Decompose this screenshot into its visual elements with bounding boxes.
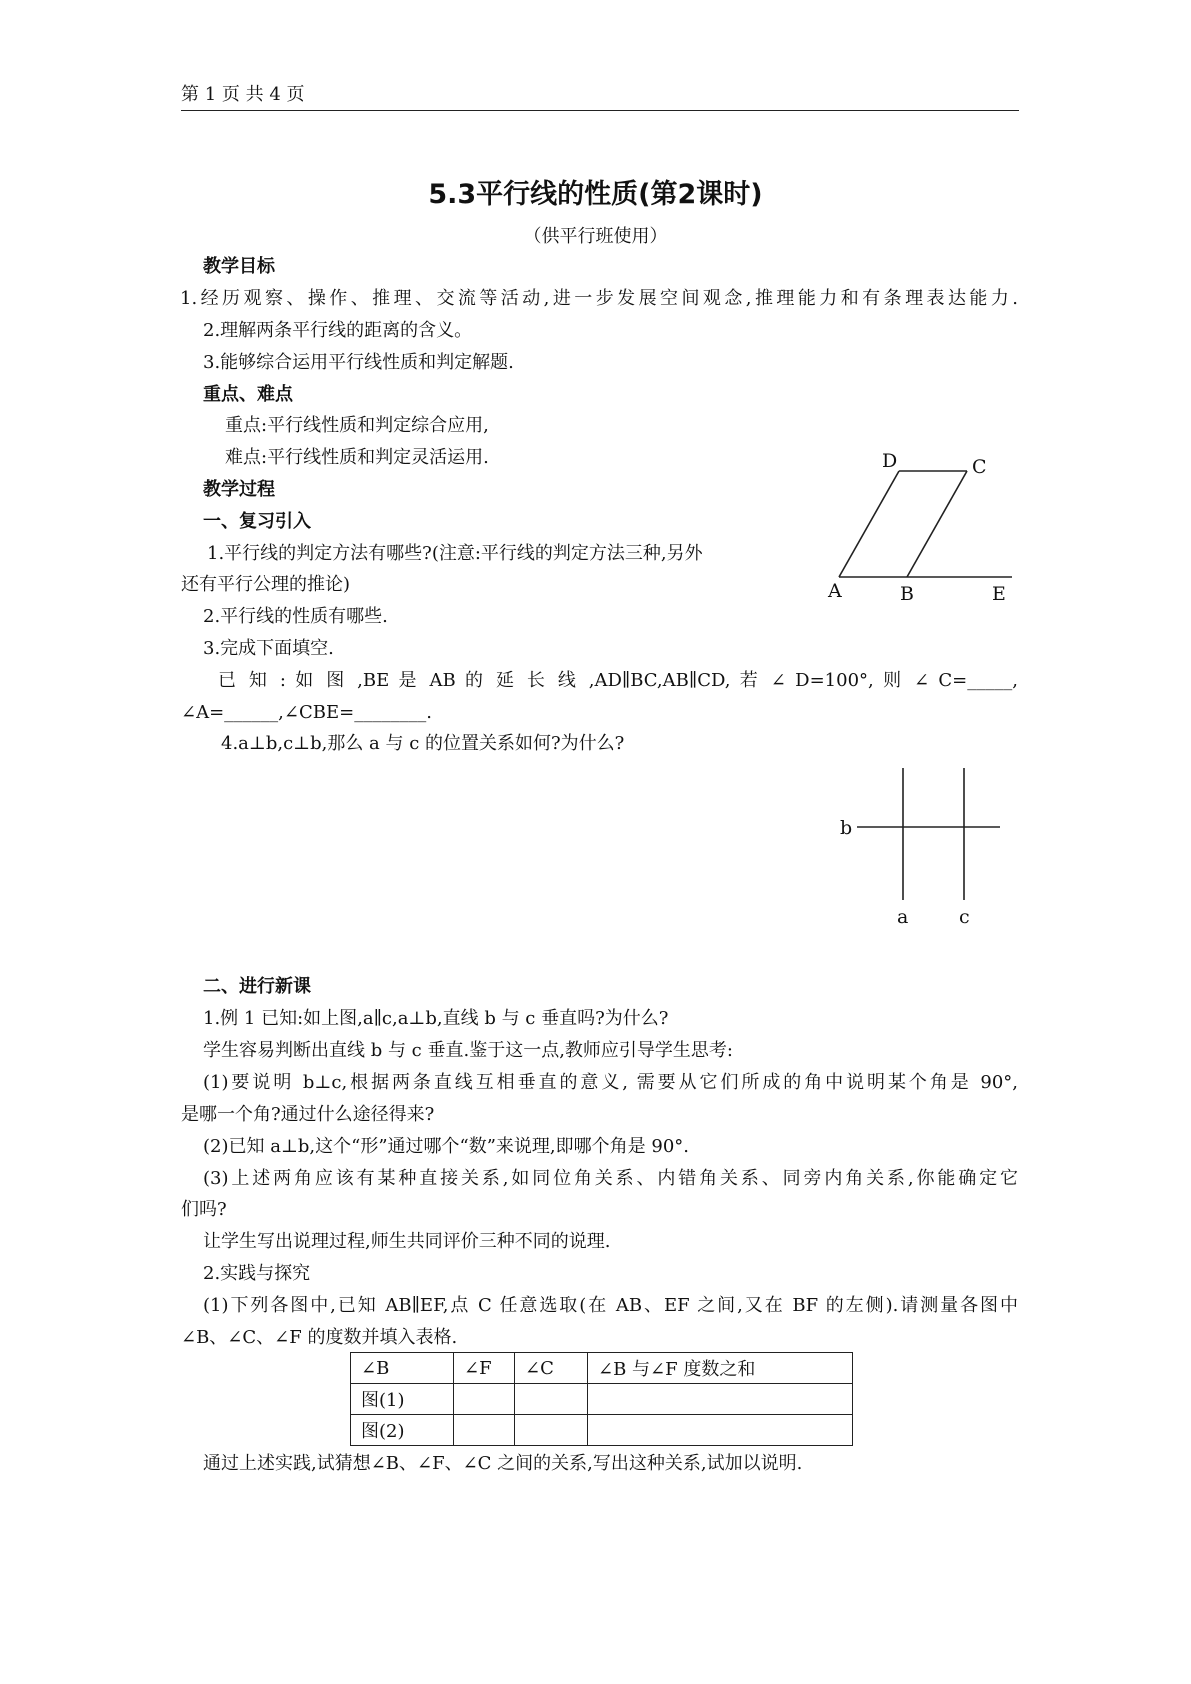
table-cell [515, 1384, 588, 1415]
table-cell [588, 1415, 853, 1446]
table-row [351, 1415, 853, 1446]
table-cell [588, 1384, 853, 1415]
guidance-point: (3)上述两角应该有某种直接关系,如同位角关系、内错角关系、同旁内角关系,你能确定它 [203, 1168, 1018, 1189]
page-subtitle: （供平行班使用） [523, 226, 668, 247]
review-heading: 一、复习引入 [203, 511, 311, 532]
table-header-cell: ∠B 与∠F 度数之和 [588, 1353, 853, 1384]
table-header-cell: ∠B [351, 1353, 454, 1384]
table-row [351, 1384, 853, 1415]
teacher-guidance: 学生容易判断出直线 b 与 c 垂直.鉴于这一点,教师应引导学生思考: [203, 1040, 733, 1061]
guidance-point: (2)已知 a⊥b,这个“形”通过哪个“数”来说理,即哪个角是 90°. [203, 1136, 689, 1157]
table-cell [515, 1415, 588, 1446]
review-question: 3.完成下面填空. [203, 638, 334, 659]
practice-heading: 2.实践与探究 [203, 1263, 311, 1284]
guidance-point: 让学生写出说理过程,师生共同评价三种不同的说理. [203, 1231, 611, 1252]
label-b: b [840, 817, 853, 839]
label-c: c [959, 906, 970, 928]
goal-item: 3.能够综合运用平行线性质和判定解题. [203, 352, 514, 373]
table-header-cell: ∠F [454, 1353, 515, 1384]
label-c: C [972, 456, 987, 478]
practice-statement: (1)下列各图中,已知 AB∥EF,点 C 任意选取(在 AB、EF 之间,又在 BF 的左侧).请测量各图中 [203, 1295, 1018, 1316]
goals-heading: 教学目标 [203, 256, 275, 277]
table-cell: 图(2) [351, 1415, 454, 1446]
header-divider [181, 110, 1019, 111]
review-question: 1.平行线的判定方法有哪些?(注意:平行线的判定方法三种,另外 [207, 543, 703, 564]
guidance-point-cont: 是哪一个角?通过什么途径得来? [181, 1104, 435, 1125]
table-header-row [351, 1353, 853, 1384]
key-points-heading: 重点、难点 [203, 384, 293, 405]
example-statement: 1.例 1 已知:如上图,a∥c,a⊥b,直线 b 与 c 垂直吗?为什么? [203, 1008, 669, 1029]
segment-cb [907, 471, 967, 577]
table-header-cell: ∠C [515, 1353, 588, 1384]
label-b: B [900, 583, 914, 605]
label-e: E [992, 583, 1006, 605]
table-cell [454, 1384, 515, 1415]
review-question-cont: 还有平行公理的推论) [181, 574, 351, 595]
perpendicular-lines-figure [830, 760, 1010, 930]
key-point: 重点:平行线性质和判定综合应用, [225, 415, 489, 436]
conclusion-statement: 通过上述实践,试猜想∠B、∠F、∠C 之间的关系,写出这种关系,试加以说明. [203, 1453, 803, 1474]
label-a: A [828, 580, 842, 602]
segment-da [839, 471, 899, 577]
guidance-point: (1)要说明 b⊥c,根据两条直线互相垂直的意义, 需要从它们所成的角中说明某个角是 90°, [203, 1072, 1018, 1093]
goal-item: 1.经历观察、操作、推理、交流等活动,进一步发展空间观念,推理能力和有条理表达能力. [180, 288, 1018, 309]
review-question: 2.平行线的性质有哪些. [203, 606, 388, 627]
goal-item: 2.理解两条平行线的距离的含义。 [203, 320, 473, 341]
label-a: a [897, 906, 909, 928]
practice-statement-cont: ∠B、∠C、∠F 的度数并填入表格. [181, 1327, 458, 1348]
table-cell [454, 1415, 515, 1446]
page-title: 5.3平行线的性质(第2课时) [428, 179, 763, 210]
parallelogram-figure [820, 450, 1020, 610]
guidance-point-cont: 们吗? [181, 1199, 227, 1220]
angle-measurement-table [350, 1352, 853, 1446]
fill-blank-statement-cont: ∠A=______,∠CBE=________. [181, 702, 432, 723]
table-cell: 图(1) [351, 1384, 454, 1415]
process-heading: 教学过程 [203, 479, 275, 500]
new-lesson-heading: 二、进行新课 [203, 976, 311, 997]
review-question: 4.a⊥b,c⊥b,那么 a 与 c 的位置关系如何?为什么? [221, 733, 625, 754]
difficulty-point: 难点:平行线性质和判定灵活运用. [225, 447, 489, 468]
fill-blank-statement: 已 知 : 如 图 ,BE 是 AB 的 延 长 线 ,AD∥BC,AB∥CD, 若 ∠ D=100°, 则 ∠ C=_____, [218, 670, 1018, 691]
label-d: D [882, 450, 898, 472]
page-number-header: 第 1 页 共 4 页 [181, 84, 305, 105]
